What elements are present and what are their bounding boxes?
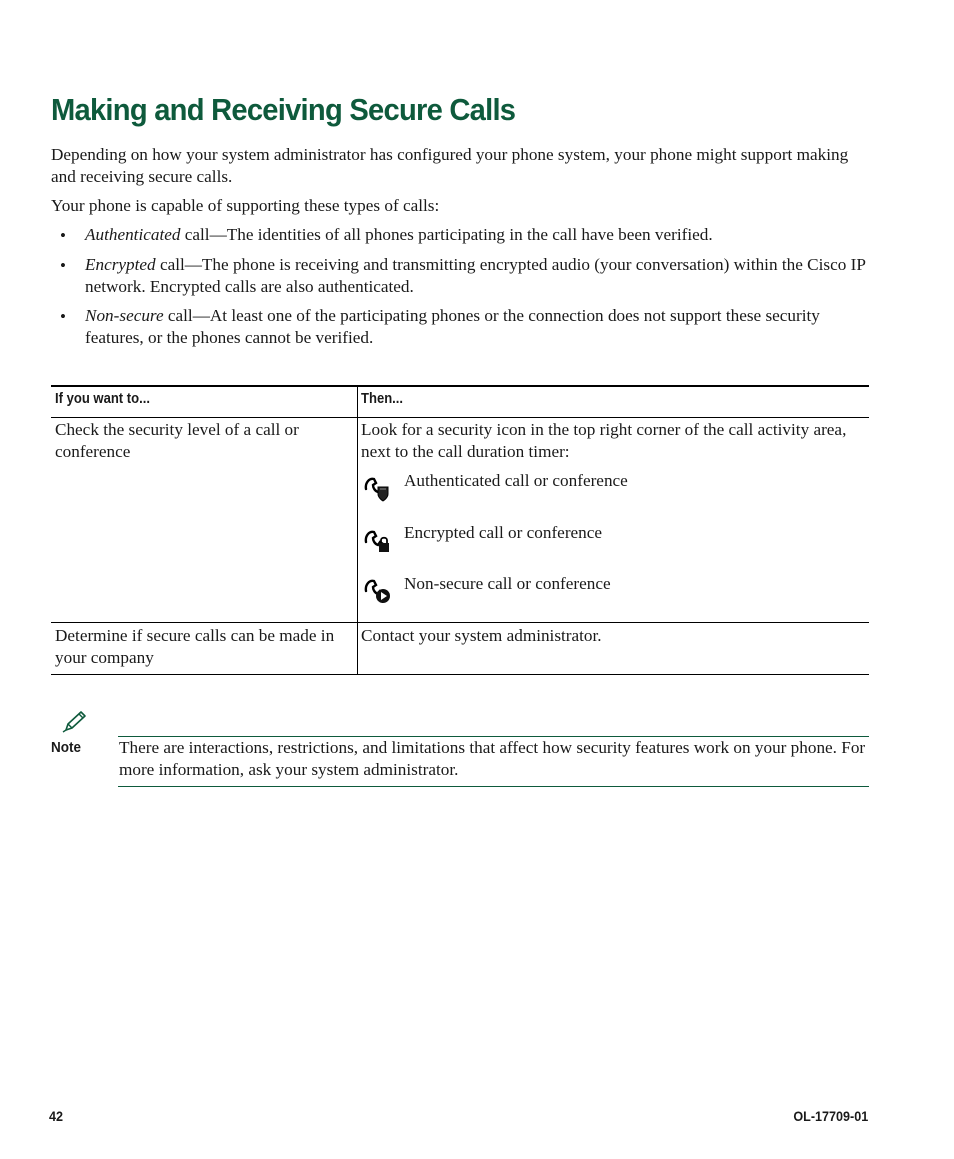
table-header-rule [51, 417, 869, 418]
bullet-term: Authenticated [85, 225, 181, 244]
bullet-authenticated [85, 224, 875, 246]
note-bottom-rule [118, 786, 869, 787]
non-secure-call-icon [363, 576, 391, 604]
bullet-encrypted [85, 254, 875, 298]
pencil-icon [62, 710, 88, 734]
table-top-rule [51, 385, 869, 387]
security-table [51, 385, 869, 675]
non-secure-call-label: Non-secure call or conference [404, 574, 611, 593]
bullet-text: call—At least one of the participating phones or the connection does not support these security features, or the phones cannot be verified. [85, 306, 820, 347]
table-row-1-left: Check the security level of a call or conference [55, 420, 299, 461]
table-header-right: Then... [361, 391, 404, 407]
bullet-non-secure [85, 305, 875, 349]
table-row-2-right: Contact your system administrator. [361, 626, 602, 645]
encrypted-call-icon [363, 526, 391, 554]
authenticated-call-label: Authenticated call or conference [404, 471, 628, 490]
bullet-text: call—The phone is receiving and transmitting encrypted audio (your conversation) within the Cisco IP network. Encrypted calls are also authenticated. [85, 255, 866, 296]
bullet-term: Non-secure [85, 306, 164, 325]
table-bottom-rule [51, 674, 869, 675]
encrypted-call-label: Encrypted call or conference [404, 523, 603, 542]
note-label: Note [51, 739, 82, 756]
table-row-rule [51, 622, 869, 623]
bullet-marker: • [60, 307, 66, 326]
table-row-1-right: Look for a security icon in the top right corner of the call activity area, next to the call duration timer: [361, 420, 847, 461]
note-text: There are interactions, restrictions, and limitations that affect how security features work on your phone. For more information, ask your system administrator. [119, 738, 866, 779]
bullet-marker: • [60, 226, 66, 245]
bullet-text: call—The identities of all phones participating in the call have been verified. [180, 225, 713, 244]
page-title: Making and Receiving Secure Calls [51, 92, 516, 127]
table-column-divider [357, 385, 358, 675]
intro-paragraph: Depending on how your system administrator has configured your phone system, your phone might support making and receiving secure calls. [51, 145, 849, 186]
authenticated-call-icon [363, 475, 391, 503]
document-id: OL-17709-01 [793, 1108, 868, 1124]
page-number: 42 [49, 1108, 64, 1124]
table-header-left: If you want to... [55, 391, 150, 407]
bullet-marker: • [60, 256, 66, 275]
table-row-2-left: Determine if secure calls can be made in your company [55, 626, 335, 667]
bullet-term: Encrypted [85, 255, 156, 274]
call-types-intro: Your phone is capable of supporting these types of calls: [51, 196, 440, 215]
